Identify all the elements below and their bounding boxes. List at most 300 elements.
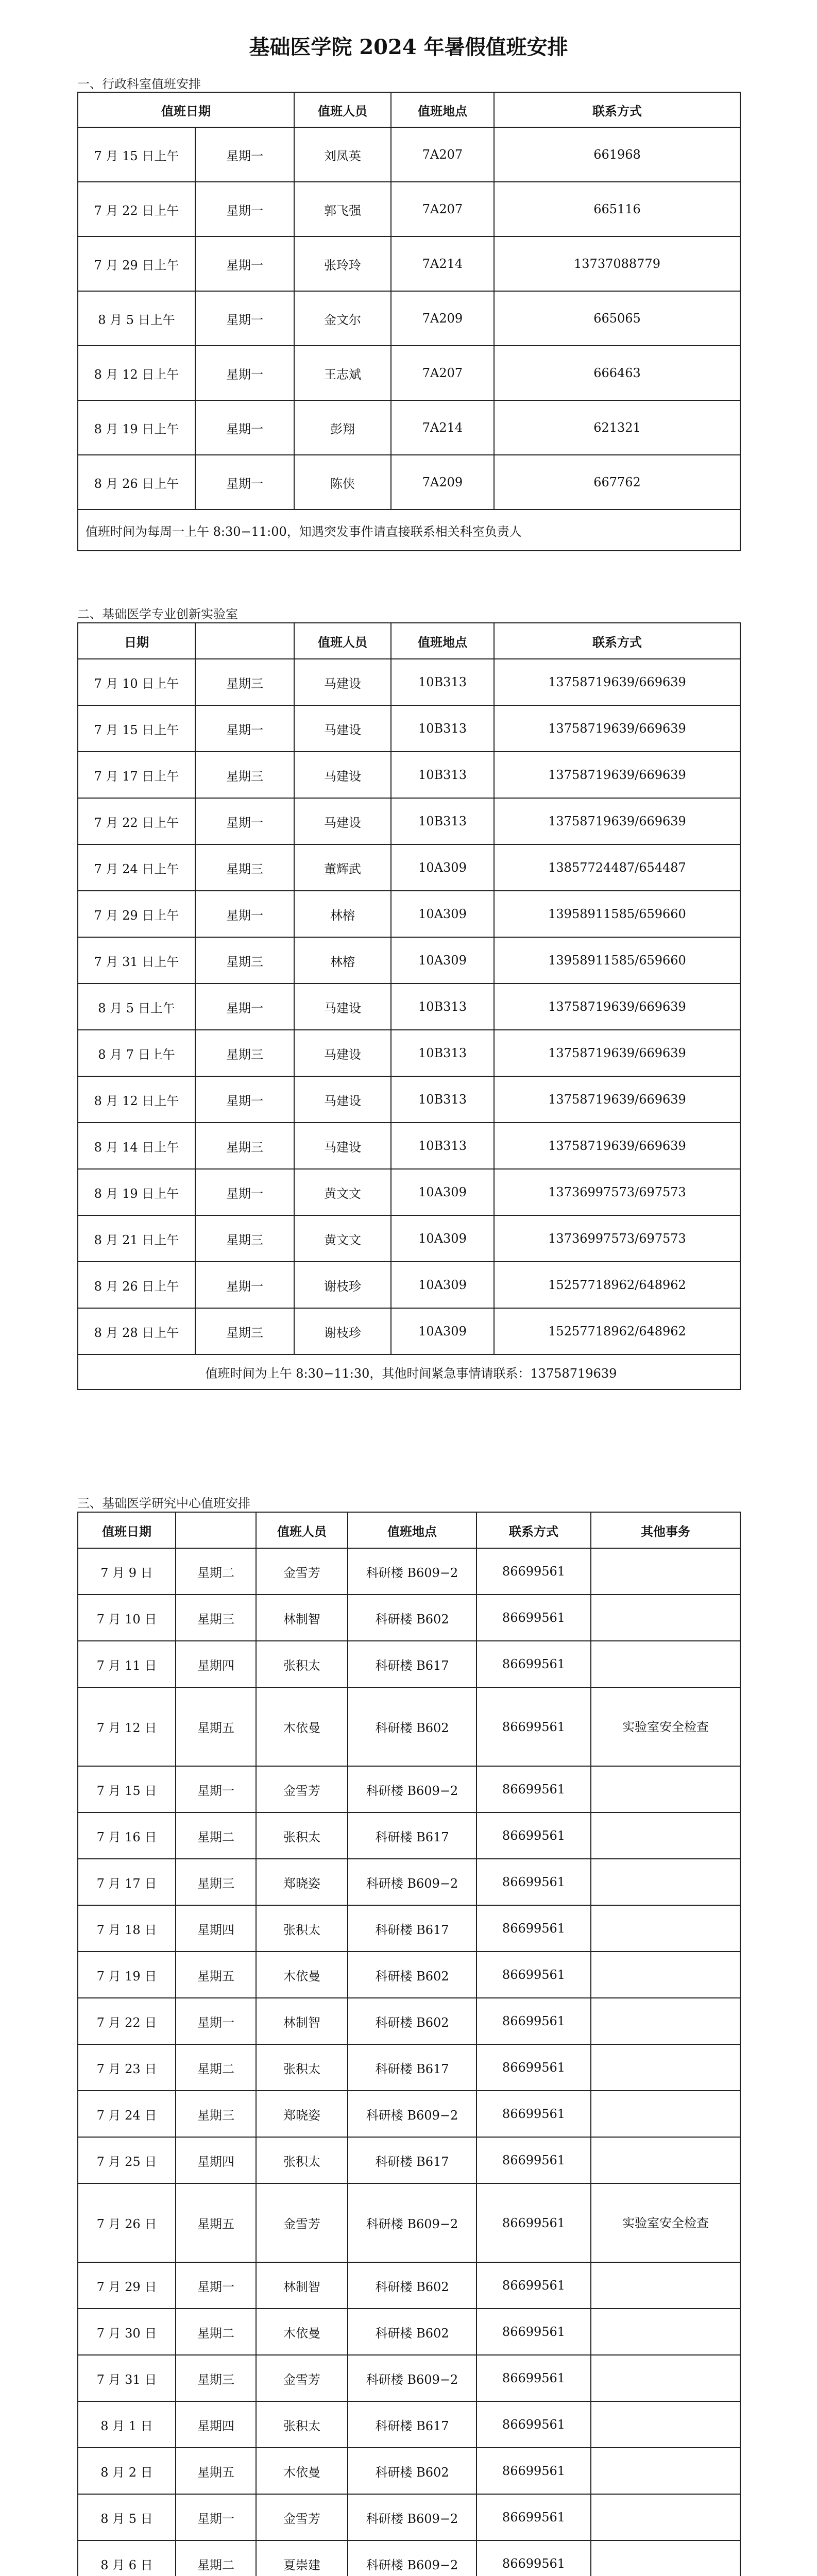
staff-cell: 谢枝珍: [294, 1308, 391, 1354]
contact-cell: 13736997573/697573: [494, 1169, 740, 1215]
weekday-cell: 星期二: [176, 2309, 256, 2355]
other-cell: [591, 1548, 740, 1595]
contact-cell: 86699561: [476, 2262, 591, 2309]
weekday-cell: 星期一: [195, 891, 294, 937]
location-cell: 科研楼 B609−2: [348, 1766, 476, 1812]
contact-cell: 86699561: [476, 2355, 591, 2401]
date-cell: 7 月 29 日上午: [78, 891, 195, 937]
contact-cell: 86699561: [476, 2309, 591, 2355]
location-cell: 10B313: [391, 705, 494, 752]
staff-cell: 郑晓姿: [256, 1859, 348, 1905]
contact-cell: 13758719639/669639: [494, 659, 740, 705]
location-cell: 科研楼 B602: [348, 2309, 476, 2355]
staff-cell: 张积太: [256, 1905, 348, 1952]
date-cell: 8 月 14 日上午: [78, 1123, 195, 1169]
table-row: [78, 1308, 740, 1354]
staff-cell: 郑晓姿: [256, 2091, 348, 2137]
section2-title: 二、基础医学专业创新实验室: [77, 607, 238, 621]
contact-cell: 13758719639/669639: [494, 705, 740, 752]
column-header: 日期: [78, 623, 195, 659]
table-row: [78, 1766, 740, 1812]
contact-cell: 13958911585/659660: [494, 891, 740, 937]
contact-cell: 13758719639/669639: [494, 1123, 740, 1169]
other-cell: [591, 1766, 740, 1812]
contact-cell: 13758719639/669639: [494, 798, 740, 844]
table-body: [78, 1548, 740, 2576]
column-header: 联系方式: [494, 92, 740, 127]
other-cell: [591, 1905, 740, 1952]
location-cell: 7A207: [391, 127, 494, 182]
contact-cell: 13758719639/669639: [494, 1030, 740, 1076]
column-header: 值班地点: [391, 92, 494, 127]
staff-cell: 张玲玲: [294, 236, 391, 291]
table-row: [78, 2448, 740, 2494]
other-cell: [591, 2044, 740, 2091]
contact-cell: 665116: [494, 182, 740, 236]
date-cell: 7 月 23 日: [78, 2044, 176, 2091]
date-cell: 8 月 5 日上午: [78, 984, 195, 1030]
table-row: [78, 659, 740, 705]
weekday-cell: 星期一: [195, 236, 294, 291]
table-row: [78, 1812, 740, 1859]
contact-cell: 13758719639/669639: [494, 1076, 740, 1123]
contact-cell: 86699561: [476, 2401, 591, 2448]
contact-cell: 86699561: [476, 1859, 591, 1905]
location-cell: 科研楼 B609−2: [348, 2494, 476, 2540]
weekday-cell: 星期三: [176, 1859, 256, 1905]
location-cell: 10B313: [391, 1030, 494, 1076]
location-cell: 科研楼 B602: [348, 1952, 476, 1998]
contact-cell: 86699561: [476, 2540, 591, 2576]
table-row: [78, 1548, 740, 1595]
column-header: 其他事务: [591, 1512, 740, 1548]
weekday-cell: 星期三: [176, 2091, 256, 2137]
table-row: [78, 2401, 740, 2448]
staff-cell: 陈侠: [294, 455, 391, 510]
innovation-lab-table: [77, 622, 741, 1390]
table-header-row: [78, 623, 740, 659]
location-cell: 科研楼 B617: [348, 2044, 476, 2091]
weekday-cell: 星期一: [176, 2494, 256, 2540]
weekday-cell: 星期三: [195, 1308, 294, 1354]
table-row: [78, 705, 740, 752]
date-cell: 7 月 15 日上午: [78, 705, 195, 752]
location-cell: 10B313: [391, 1123, 494, 1169]
other-cell: [591, 2401, 740, 2448]
weekday-cell: 星期一: [195, 291, 294, 346]
contact-cell: 86699561: [476, 2448, 591, 2494]
staff-cell: 马建设: [294, 1123, 391, 1169]
weekday-cell: 星期五: [176, 2448, 256, 2494]
weekday-cell: 星期三: [195, 752, 294, 798]
weekday-cell: 星期二: [176, 2540, 256, 2576]
staff-cell: 马建设: [294, 705, 391, 752]
date-cell: 7 月 25 日: [78, 2137, 176, 2183]
other-cell: [591, 2262, 740, 2309]
staff-cell: 金雪芳: [256, 2183, 348, 2262]
table-row: [78, 1905, 740, 1952]
weekday-cell: 星期一: [195, 705, 294, 752]
weekday-cell: 星期一: [195, 984, 294, 1030]
weekday-cell: 星期三: [195, 1030, 294, 1076]
weekday-cell: 星期四: [176, 1905, 256, 1952]
contact-cell: 666463: [494, 346, 740, 400]
location-cell: 10B313: [391, 752, 494, 798]
location-cell: 10A309: [391, 1169, 494, 1215]
weekday-cell: 星期一: [176, 1766, 256, 1812]
table-body: [78, 127, 740, 551]
weekday-cell: 星期三: [176, 2355, 256, 2401]
date-cell: 7 月 12 日: [78, 1687, 176, 1766]
location-cell: 科研楼 B609−2: [348, 1548, 476, 1595]
weekday-cell: 星期一: [195, 182, 294, 236]
table-row: [78, 844, 740, 891]
location-cell: 10B313: [391, 798, 494, 844]
location-cell: 10A309: [391, 1215, 494, 1262]
other-cell: [591, 2540, 740, 2576]
staff-cell: 金雪芳: [256, 2494, 348, 2540]
table-row: [78, 937, 740, 984]
weekday-cell: 星期四: [176, 2401, 256, 2448]
staff-cell: 马建设: [294, 659, 391, 705]
contact-cell: 667762: [494, 455, 740, 510]
staff-cell: 张积太: [256, 2044, 348, 2091]
research-center-table: [77, 1512, 741, 2576]
weekday-cell: 星期三: [195, 937, 294, 984]
date-cell: 8 月 21 日上午: [78, 1215, 195, 1262]
date-cell: 8 月 12 日上午: [78, 346, 195, 400]
date-cell: 8 月 26 日上午: [78, 1262, 195, 1308]
date-cell: 8 月 2 日: [78, 2448, 176, 2494]
staff-cell: 董辉武: [294, 844, 391, 891]
table-row: [78, 455, 740, 510]
contact-cell: 86699561: [476, 1905, 591, 1952]
table-row: [78, 2091, 740, 2137]
contact-cell: 86699561: [476, 1952, 591, 1998]
duty-time-note: 值班时间为上午 8:30−11:30，其他时间紧急事情请联系：13758719639: [78, 1354, 740, 1389]
weekday-cell: 星期五: [176, 2183, 256, 2262]
staff-cell: 金文尔: [294, 291, 391, 346]
location-cell: 7A209: [391, 291, 494, 346]
date-cell: 7 月 26 日: [78, 2183, 176, 2262]
table-body: [78, 659, 740, 1389]
staff-cell: 黄文文: [294, 1169, 391, 1215]
staff-cell: 金雪芳: [256, 2355, 348, 2401]
location-cell: 科研楼 B609−2: [348, 1859, 476, 1905]
contact-cell: 13758719639/669639: [494, 752, 740, 798]
column-header: 值班人员: [256, 1512, 348, 1548]
table-row: [78, 1123, 740, 1169]
location-cell: 10B313: [391, 1076, 494, 1123]
other-cell: [591, 2137, 740, 2183]
weekday-cell: 星期一: [195, 1076, 294, 1123]
table-row: [78, 1641, 740, 1687]
weekday-cell: 星期三: [195, 659, 294, 705]
other-cell: 实验室安全检查: [591, 1687, 740, 1766]
location-cell: 科研楼 B602: [348, 1687, 476, 1766]
staff-cell: 刘凤英: [294, 127, 391, 182]
other-cell: [591, 1859, 740, 1905]
column-header: [176, 1512, 256, 1548]
contact-cell: 86699561: [476, 1766, 591, 1812]
location-cell: 10B313: [391, 659, 494, 705]
location-cell: 10A309: [391, 844, 494, 891]
table-row: [78, 182, 740, 236]
weekday-cell: 星期二: [176, 1548, 256, 1595]
location-cell: 7A214: [391, 400, 494, 455]
table-row: [78, 1687, 740, 1766]
location-cell: 10B313: [391, 984, 494, 1030]
contact-cell: 13737088779: [494, 236, 740, 291]
weekday-cell: 星期三: [195, 844, 294, 891]
staff-cell: 马建设: [294, 984, 391, 1030]
weekday-cell: 星期二: [176, 2044, 256, 2091]
staff-cell: 木依曼: [256, 2448, 348, 2494]
weekday-cell: 星期五: [176, 1952, 256, 1998]
staff-cell: 林制智: [256, 2262, 348, 2309]
duty-time-note: 值班时间为每周一上午 8:30−11:00，知遇突发事件请直接联系相关科室负责人: [78, 510, 740, 551]
staff-cell: 林制智: [256, 1595, 348, 1641]
weekday-cell: 星期四: [176, 1641, 256, 1687]
other-cell: [591, 1812, 740, 1859]
date-cell: 7 月 22 日上午: [78, 182, 195, 236]
column-header: 值班日期: [78, 1512, 176, 1548]
location-cell: 10A309: [391, 1262, 494, 1308]
weekday-cell: 星期四: [176, 2137, 256, 2183]
weekday-cell: 星期一: [195, 346, 294, 400]
table-row: [78, 2309, 740, 2355]
table-row: [78, 1262, 740, 1308]
contact-cell: 86699561: [476, 2137, 591, 2183]
section1-title: 一、行政科室值班安排: [77, 77, 201, 91]
staff-cell: 马建设: [294, 798, 391, 844]
contact-cell: 86699561: [476, 1687, 591, 1766]
table-row: [78, 1076, 740, 1123]
other-cell: [591, 1952, 740, 1998]
date-cell: 8 月 7 日上午: [78, 1030, 195, 1076]
contact-cell: 86699561: [476, 2183, 591, 2262]
staff-cell: 黄文文: [294, 1215, 391, 1262]
date-cell: 7 月 16 日: [78, 1812, 176, 1859]
table-row: [78, 798, 740, 844]
date-cell: 7 月 11 日: [78, 1641, 176, 1687]
date-cell: 7 月 29 日上午: [78, 236, 195, 291]
table-note-row: [78, 1354, 740, 1389]
other-cell: 实验室安全检查: [591, 2183, 740, 2262]
document-title: 基础医学院 2024 年暑假值班安排: [249, 35, 568, 59]
table-row: [78, 891, 740, 937]
table-row: [78, 1169, 740, 1215]
date-cell: 7 月 22 日上午: [78, 798, 195, 844]
location-cell: 科研楼 B617: [348, 2137, 476, 2183]
column-header: 联系方式: [476, 1512, 591, 1548]
location-cell: 科研楼 B617: [348, 1812, 476, 1859]
location-cell: 7A214: [391, 236, 494, 291]
staff-cell: 木依曼: [256, 1687, 348, 1766]
weekday-cell: 星期一: [195, 798, 294, 844]
weekday-cell: 星期一: [176, 2262, 256, 2309]
section3-title: 三、基础医学研究中心值班安排: [77, 1496, 250, 1511]
staff-cell: 林榕: [294, 891, 391, 937]
contact-cell: 665065: [494, 291, 740, 346]
column-header: 值班地点: [391, 623, 494, 659]
contact-cell: 86699561: [476, 2044, 591, 2091]
contact-cell: 15257718962/648962: [494, 1308, 740, 1354]
table-row: [78, 236, 740, 291]
staff-cell: 金雪芳: [256, 1766, 348, 1812]
location-cell: 科研楼 B602: [348, 2262, 476, 2309]
weekday-cell: 星期一: [195, 127, 294, 182]
date-cell: 7 月 31 日上午: [78, 937, 195, 984]
column-header: 值班日期: [78, 92, 294, 127]
location-cell: 科研楼 B617: [348, 1641, 476, 1687]
location-cell: 10A309: [391, 937, 494, 984]
date-cell: 8 月 5 日上午: [78, 291, 195, 346]
table-row: [78, 1998, 740, 2044]
column-header: [195, 623, 294, 659]
contact-cell: 86699561: [476, 1548, 591, 1595]
date-cell: 7 月 19 日: [78, 1952, 176, 1998]
table-row: [78, 2044, 740, 2091]
contact-cell: 86699561: [476, 1998, 591, 2044]
table-row: [78, 291, 740, 346]
date-cell: 8 月 19 日上午: [78, 1169, 195, 1215]
staff-cell: 金雪芳: [256, 1548, 348, 1595]
other-cell: [591, 2494, 740, 2540]
date-cell: 7 月 24 日上午: [78, 844, 195, 891]
staff-cell: 木依曼: [256, 1952, 348, 1998]
table-row: [78, 127, 740, 182]
date-cell: 7 月 17 日: [78, 1859, 176, 1905]
weekday-cell: 星期一: [195, 1262, 294, 1308]
location-cell: 科研楼 B602: [348, 1595, 476, 1641]
table-header-row: [78, 92, 740, 127]
location-cell: 科研楼 B609−2: [348, 2183, 476, 2262]
staff-cell: 马建设: [294, 1030, 391, 1076]
date-cell: 7 月 9 日: [78, 1548, 176, 1595]
location-cell: 7A209: [391, 455, 494, 510]
date-cell: 7 月 17 日上午: [78, 752, 195, 798]
date-cell: 8 月 12 日上午: [78, 1076, 195, 1123]
table-header-row: [78, 1512, 740, 1548]
table-row: [78, 1952, 740, 1998]
column-header: 联系方式: [494, 623, 740, 659]
location-cell: 科研楼 B602: [348, 1998, 476, 2044]
staff-cell: 谢枝珍: [294, 1262, 391, 1308]
staff-cell: 张积太: [256, 2401, 348, 2448]
date-cell: 7 月 15 日上午: [78, 127, 195, 182]
weekday-cell: 星期一: [195, 400, 294, 455]
staff-cell: 木依曼: [256, 2309, 348, 2355]
date-cell: 8 月 1 日: [78, 2401, 176, 2448]
date-cell: 8 月 26 日上午: [78, 455, 195, 510]
staff-cell: 林榕: [294, 937, 391, 984]
location-cell: 10A309: [391, 891, 494, 937]
date-cell: 7 月 18 日: [78, 1905, 176, 1952]
date-cell: 7 月 24 日: [78, 2091, 176, 2137]
location-cell: 7A207: [391, 182, 494, 236]
other-cell: [591, 2309, 740, 2355]
table-row: [78, 2262, 740, 2309]
table-row: [78, 2137, 740, 2183]
date-cell: 7 月 15 日: [78, 1766, 176, 1812]
staff-cell: 张积太: [256, 2137, 348, 2183]
table-row: [78, 400, 740, 455]
staff-cell: 马建设: [294, 1076, 391, 1123]
column-header: 值班地点: [348, 1512, 476, 1548]
column-header: 值班人员: [294, 623, 391, 659]
contact-cell: 13758719639/669639: [494, 984, 740, 1030]
table-row: [78, 1030, 740, 1076]
date-cell: 8 月 5 日: [78, 2494, 176, 2540]
table-row: [78, 984, 740, 1030]
staff-cell: 夏崇建: [256, 2540, 348, 2576]
contact-cell: 13857724487/654487: [494, 844, 740, 891]
contact-cell: 86699561: [476, 2494, 591, 2540]
other-cell: [591, 2091, 740, 2137]
weekday-cell: 星期一: [176, 1998, 256, 2044]
location-cell: 科研楼 B609−2: [348, 2355, 476, 2401]
weekday-cell: 星期五: [176, 1687, 256, 1766]
column-header: 值班人员: [294, 92, 391, 127]
date-cell: 8 月 28 日上午: [78, 1308, 195, 1354]
table-note-row: [78, 510, 740, 551]
other-cell: [591, 1595, 740, 1641]
location-cell: 科研楼 B609−2: [348, 2091, 476, 2137]
location-cell: 科研楼 B609−2: [348, 2540, 476, 2576]
table-row: [78, 2494, 740, 2540]
contact-cell: 13736997573/697573: [494, 1215, 740, 1262]
staff-cell: 马建设: [294, 752, 391, 798]
location-cell: 7A207: [391, 346, 494, 400]
weekday-cell: 星期二: [176, 1812, 256, 1859]
date-cell: 7 月 31 日: [78, 2355, 176, 2401]
other-cell: [591, 1998, 740, 2044]
contact-cell: 15257718962/648962: [494, 1262, 740, 1308]
date-cell: 7 月 10 日上午: [78, 659, 195, 705]
contact-cell: 86699561: [476, 2091, 591, 2137]
date-cell: 8 月 6 日: [78, 2540, 176, 2576]
contact-cell: 86699561: [476, 1641, 591, 1687]
table-row: [78, 2540, 740, 2576]
weekday-cell: 星期三: [195, 1215, 294, 1262]
contact-cell: 13958911585/659660: [494, 937, 740, 984]
contact-cell: 661968: [494, 127, 740, 182]
staff-cell: 张积太: [256, 1641, 348, 1687]
other-cell: [591, 2355, 740, 2401]
date-cell: 7 月 29 日: [78, 2262, 176, 2309]
contact-cell: 86699561: [476, 1595, 591, 1641]
staff-cell: 彭翔: [294, 400, 391, 455]
date-cell: 8 月 19 日上午: [78, 400, 195, 455]
date-cell: 7 月 10 日: [78, 1595, 176, 1641]
location-cell: 科研楼 B617: [348, 2401, 476, 2448]
table-row: [78, 2183, 740, 2262]
other-cell: [591, 1641, 740, 1687]
staff-cell: 王志斌: [294, 346, 391, 400]
date-cell: 7 月 22 日: [78, 1998, 176, 2044]
admin-duty-table: [77, 92, 741, 551]
table-row: [78, 1595, 740, 1641]
contact-cell: 86699561: [476, 1812, 591, 1859]
location-cell: 科研楼 B602: [348, 2448, 476, 2494]
staff-cell: 郭飞强: [294, 182, 391, 236]
date-cell: 7 月 30 日: [78, 2309, 176, 2355]
table-row: [78, 346, 740, 400]
other-cell: [591, 2448, 740, 2494]
staff-cell: 张积太: [256, 1812, 348, 1859]
location-cell: 科研楼 B617: [348, 1905, 476, 1952]
